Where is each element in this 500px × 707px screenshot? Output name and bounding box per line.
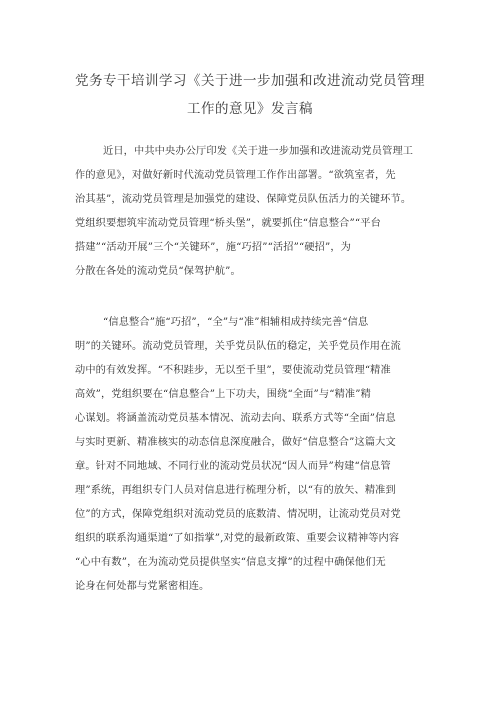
paragraph-2-line: 与实时更新、精准核实的动态信息深度融合，做好“信息整合”这篇大文 [75,437,396,448]
paragraph-2-line: 理”系统，再组织专门人员对信息进行梳理分析，以“有的放矢、精准到 [75,485,396,496]
paragraph-2-line: 明”的关键环。流动党员管理，关乎党员队伍的稳定，关乎党员作用在流 [75,341,401,352]
paragraph-2-line: “信息整合”施“巧招”，“全”与“准”相辅相成持续完善“信息 [103,317,369,328]
paragraph-1-line: 治其基”，流动党员管理是加强党的建设、保障党员队伍活力的关键环节。 [75,194,412,205]
paragraph-2-line: “心中有数”，在为流动党员提供坚实“信息支撑”的过程中确保他们无 [75,557,386,568]
paragraph-2-line: 位”的方式，保障党组织对流动党员的底数清、情况明，让流动党员对党 [75,509,401,520]
paragraph-1-line: 近日，中共中央办公厅印发《关于进一步加强和改进流动党员管理工 [103,146,414,157]
paragraph-1-line: 分散在各处的流动党员“保驾护航”。 [75,266,241,277]
document-title-line-2: 工作的意见》发言稿 [187,101,313,117]
paragraph-2-line: 章。针对不同地域、不同行业的流动党员状况“因人而异”构建“信息管 [75,461,391,472]
paragraph-1-line: 搭建”“活动开展”三个“关键环”，施“巧招”“活招”“硬招”，为 [75,242,352,253]
paragraph-1-line: 党组织要想筑牢流动党员管理“桥头堡”，就要抓住“信息整合”“平台 [75,218,381,229]
document-title-line-1: 党务专干培训学习《关于进一步加强和改进流动党员管理 [75,73,425,89]
paragraph-2-line: 论身在何处都与党紧密相连。 [75,581,210,592]
paragraph-2-line: 动中的有效发挥。“不积跬步，无以至千里”，要使流动党员管理“精准 [75,365,391,376]
paragraph-2-line: 高效”，党组织要在“信息整合”上下功夫，围绕“全面”与“精准”精 [75,389,371,400]
paragraph-2-line: 心谋划。将涵盖流动党员基本情况、流动去向、联系方式等“全面”信息 [75,413,396,424]
paragraph-2-line: 组织的联系沟通渠道“了如指掌”,对党的最新政策、重要会议精神等内容 [75,533,400,544]
paragraph-1-line: 作的意见》，对做好新时代流动党员管理工作作出部署。“欲筑室者，先 [75,170,396,181]
